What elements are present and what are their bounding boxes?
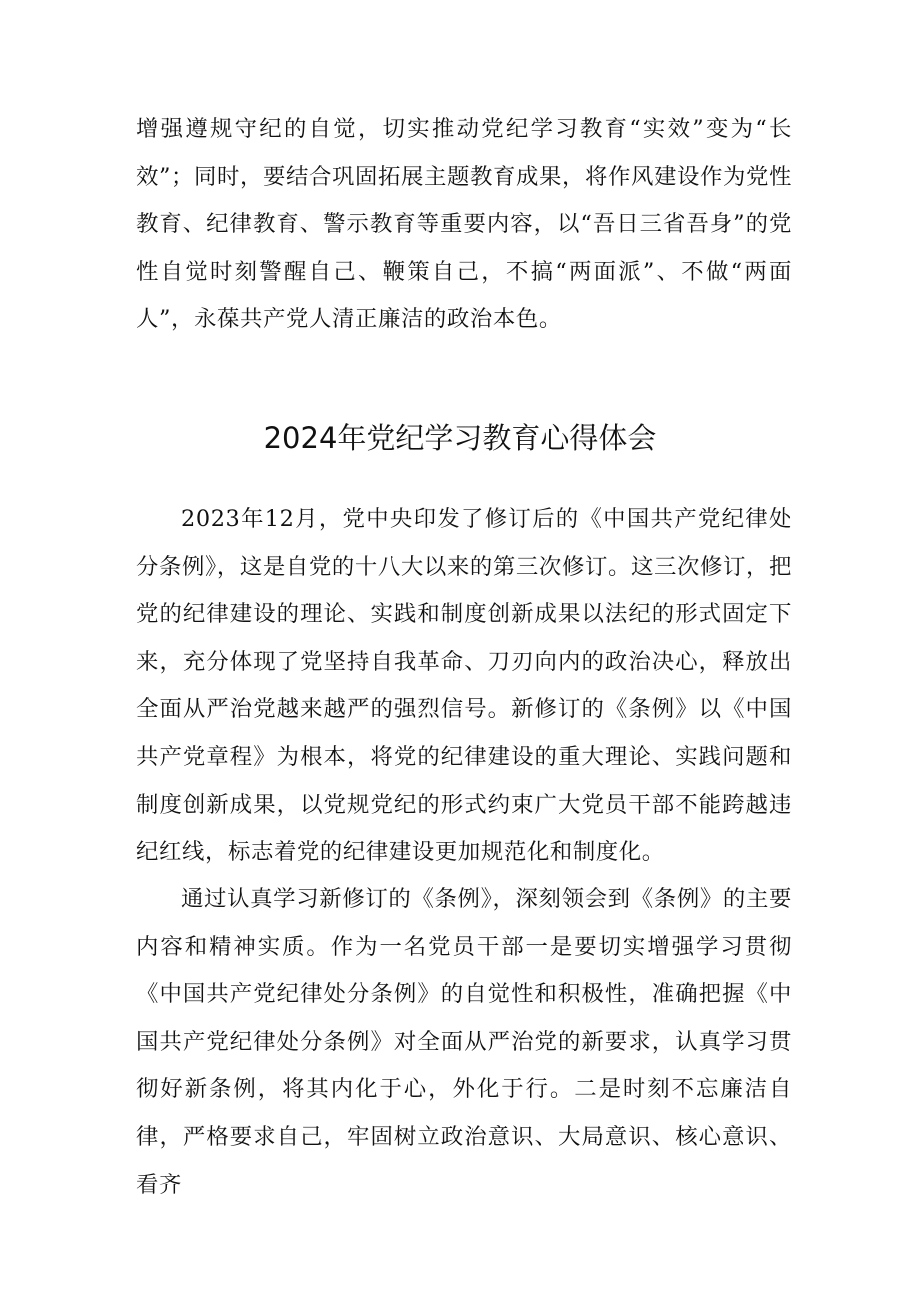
- article-title: 2024年党纪学习教育心得体会: [263, 421, 657, 455]
- body-paragraph-2: 通过认真学习新修订的《条例》，深刻领会到《条例》的主要内容和精神实质。作为一名党员干部一是要切实增强学习贯彻《中国共产党纪律处分条例》的自觉性和积极性，准确把握《中国共产党纪律处分条例》对全面从严治党的新要求，认真学习贯彻好新条例，将其内化于心，外化于行。二是时刻不忘廉洁自律，严格要求自己，牢固树立政治意识、大局意识、核心意识、看齐: [136, 886, 792, 1198]
- body-paragraph-1: 2023年12月，党中央印发了修订后的《中国共产党纪律处分条例》，这是自党的十八大以来的第三次修订。这三次修订，把党的纪律建设的理论、实践和制度创新成果以法纪的形式固定下来，充分体现了党坚持自我革命、刀刃向内的政治决心，释放出全面从严治党越来越严的强烈信号。新修订的《条例》以《中国共产党章程》为根本，将党的纪律建设的重大理论、实践问题和制度创新成果，以党规党纪的形式约束广大党员干部不能跨越违纪红线，标志着党的纪律建设更加规范化和制度化。: [136, 506, 792, 866]
- continued-paragraph: 增强遵规守纪的自觉，切实推动党纪学习教育“实效”变为“长效”；同时，要结合巩固拓展主题教育成果，将作风建设作为党性教育、纪律教育、警示教育等重要内容，以“吾日三省吾身”的党性自觉时刻警醒自己、鞭策自己，不搞“两面派”、不做“两面人”，永葆共产党人清正廉洁的政治本色。: [136, 116, 792, 333]
